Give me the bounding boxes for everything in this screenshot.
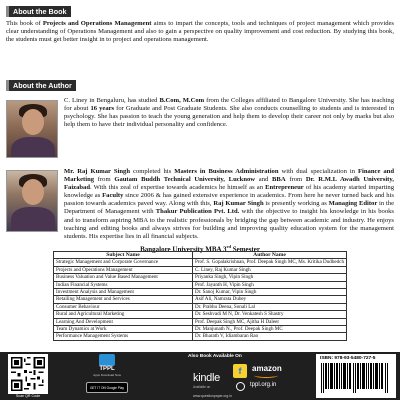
table-row: [54, 289, 347, 296]
subject-cell: Retailing Management and Services: [54, 296, 193, 303]
about-author-heading: About the Author: [6, 80, 76, 91]
raj-entrepreneur: Entrepreneur: [265, 184, 304, 192]
globe-icon: [236, 382, 245, 391]
raj-name: Mr. Raj Kumar Singh: [64, 168, 131, 175]
raj-bio-8: and: [255, 176, 273, 184]
liney-bio-2: from the Colleges affiliated to Bangalore University. She has teaching for about: [64, 97, 394, 113]
col-subject-name: Subject Name: [54, 252, 193, 259]
author-cell: Dr. Bharath V, Idiambaran Rao: [193, 333, 347, 340]
table-title-post: Semester: [230, 245, 260, 254]
author-bio-raj: [64, 168, 394, 241]
isbn-block: [316, 354, 396, 398]
tppl-logo-sub: Apps Download Now: [93, 373, 121, 377]
qr-label: Scan QR Code: [15, 394, 41, 398]
subject-cell: Indian Financial Systems: [54, 281, 193, 288]
subject-cell: Rural and Agricultural Marketing: [54, 311, 193, 318]
subject-cell: Performance Management Systems: [54, 333, 193, 340]
table-row: [54, 318, 347, 325]
author-cell: Dr. Sanoj Kumar, Vipin Singh: [193, 289, 347, 296]
table-row: [54, 281, 347, 288]
subject-cell: Projects and Operations Management: [54, 266, 193, 273]
qr-code-graphic: [11, 357, 45, 391]
raj-univ: Gautam Buddh Technical University, Lucknow: [114, 176, 256, 184]
table-row: [54, 274, 347, 281]
col-author-name: Author Name: [193, 252, 347, 259]
barcode-graphic: [320, 363, 392, 393]
raj-bio-18: is presently working as: [263, 200, 329, 208]
table-row: [54, 333, 347, 340]
raj-bio-22: with the objective to insight his knowledge in his books and to transform aspiring MBA to the realistic professionals by bridging the gap between academic and industry. He enjoys teaching and editing books and always strives for building and improving quality education system for the management students. His expertise lies in all financial subjects.: [64, 208, 394, 240]
liney-bio-3: for Graduate and Post Graduate Students. She also conducts counselling to students and is interested in psychology. She has passion to teach the young generation and help them to develop their career not only by marks but also help them to have their individual personality and confidence.: [64, 105, 395, 129]
kindle-logo: kindle: [193, 372, 220, 384]
author-cell: C. Liney, Raj Kumar Singh: [193, 266, 347, 273]
subjects-table: [53, 251, 347, 341]
raj-bio-20: in the Department of Management with: [64, 200, 395, 216]
raj-publisher: Thakur Publication Pvt. Ltd.: [155, 208, 240, 216]
website-link-2[interactable]: www.questionpaper.org.in: [193, 394, 232, 398]
liney-years: 16 years: [90, 105, 115, 113]
subject-cell: Consumer Behaviour: [54, 303, 193, 310]
subject-cell: Team Dynamics at Work: [54, 326, 193, 333]
raj-bba: BBA: [272, 176, 286, 184]
author-cell: Prof. S. Gopalakrishnan, Prof. Deepak Singh MC, Ms. Kritika Dudhedch: [193, 259, 347, 266]
also-available-label: Also Book Available On: [188, 354, 242, 359]
table-row: [54, 296, 347, 303]
raj-name-2: Raj Kumar Singh: [213, 200, 264, 208]
about-book-text-post: aims to impart the concepts, tools and techniques of project management which provides clear understanding of Operations Management and also to gain a perspective on quality improvement and cost reduction. By studying this book, the students must get better insight in to project and operations management.: [6, 20, 394, 44]
raj-bio-12: . With this zeal of expertise towards academics he himself as an: [90, 184, 266, 192]
author-bio-liney: [64, 97, 394, 129]
raj-bio-10: from: [285, 176, 306, 184]
author-cell: Dr. Manjunath N., Prof. Deepak Singh MC: [193, 326, 347, 333]
raj-role: Managing Editor: [328, 200, 378, 208]
table-title-pre: Bangalore University MBA 3: [140, 245, 227, 254]
amazon-smile-icon: [254, 373, 278, 378]
about-book-heading: About the Book: [6, 6, 71, 17]
table-row: [54, 303, 347, 310]
raj-bio-4: with dual specialization in: [278, 168, 359, 175]
raj-univ2: Dr. R.M.L Awadh University, Faizabad: [64, 176, 394, 192]
author-photo-liney: [6, 100, 58, 158]
google-play-badge[interactable]: GET IT ON Google Play: [86, 382, 128, 393]
tppl-logo: [92, 354, 122, 378]
author-cell: Priyanka Singh, Vipin Singh: [193, 274, 347, 281]
table-title-sup: rd: [226, 244, 231, 249]
author-cell: Asif Ali, Namrata Dubey: [193, 296, 347, 303]
raj-bio-2: completed his: [130, 168, 175, 175]
isbn-text: ISBN: 978-93-5480-727-5: [320, 356, 376, 361]
author-cell: Dr. Prabhu Deena, Sonali Lal: [193, 303, 347, 310]
author-cell: Prof. Jayanth H, Vipin Singh: [193, 281, 347, 288]
table-row: [54, 259, 347, 266]
raj-faculty: Faculty: [102, 192, 124, 200]
author-cell: Dr. Seshvadi M N, Dr. Venkatesh S Shastry: [193, 311, 347, 318]
subject-cell: Business Valuation and Value Based Management: [54, 274, 193, 281]
about-book-text-pre: This book of: [6, 20, 43, 27]
liney-bio-1: C. Liney in Bengaluru, has studied: [64, 97, 160, 104]
subject-cell: Learning And Development: [54, 318, 193, 325]
flipkart-icon: f: [233, 364, 247, 378]
liney-degree: B.Com, M.Com: [159, 97, 205, 104]
table-row: [54, 266, 347, 273]
table-header-row: [54, 252, 347, 259]
cover-footer: [0, 352, 400, 400]
website-link[interactable]: tppl.org.in: [250, 382, 277, 388]
author-photo-raj: [6, 170, 58, 232]
subject-cell: Investment Analysis and Management: [54, 289, 193, 296]
author-cell: Prof. Deepak Singh MC, Ajitha H Daleer: [193, 318, 347, 325]
about-book-text: [6, 20, 394, 44]
subject-cell: Strategic Management and Corporate Governance: [54, 259, 193, 266]
raj-bio-16: since 2006 & has gained extensive experience in academics. From here he never turned back and his passion towards academics paved way. Along with this,: [64, 192, 394, 208]
raj-mba: Masters in Business Administration: [174, 168, 279, 175]
raj-spec: Finance and Marketing: [64, 168, 395, 184]
amazon-logo: amazon: [252, 364, 282, 373]
kindle-sub: Available on: [193, 385, 211, 389]
tppl-logo-icon: [99, 354, 115, 366]
tppl-logo-text: TPPL: [99, 366, 115, 372]
raj-bio-6: from: [94, 176, 115, 184]
book-title: Projects and Operations Management: [42, 20, 152, 27]
qr-code[interactable]: [8, 354, 48, 394]
table-row: [54, 311, 347, 318]
raj-bio-14: of his academy started imparting knowledge as: [64, 184, 394, 200]
table-row: [54, 326, 347, 333]
